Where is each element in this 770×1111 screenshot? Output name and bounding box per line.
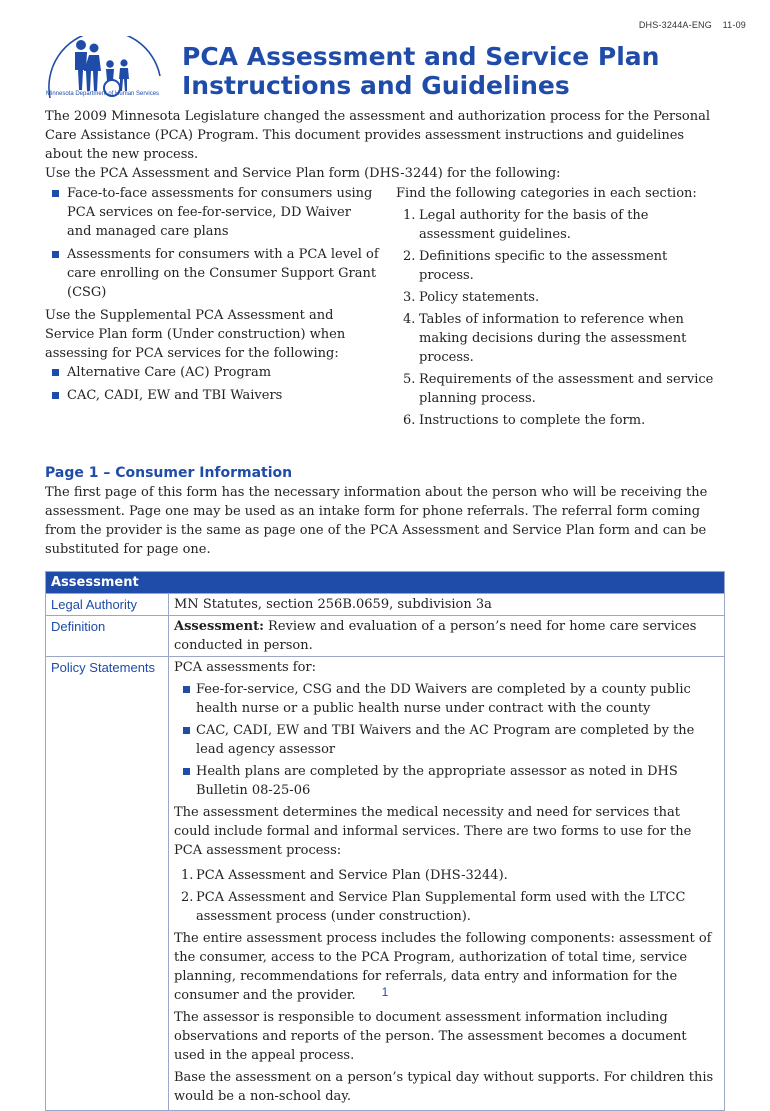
dhs-logo-wordmark: Minnesota Department of Human Services	[46, 91, 160, 97]
table-header-row	[46, 572, 725, 594]
table-row	[46, 594, 725, 616]
policy-intro: PCA assessments for:	[174, 660, 316, 675]
page-title	[182, 42, 722, 100]
policy-bullet-list	[174, 680, 719, 800]
list-item: 1. Legal authority for the basis of the assessment guidelines.	[403, 208, 649, 242]
title-line-2: Instructions and Guidelines	[182, 71, 570, 100]
legal-authority-value: MN Statutes, section 256B.0659, subdivision 3a	[169, 594, 725, 616]
main-content	[45, 107, 725, 1111]
list-item: 5. Requirements of the assessment and service planning process.	[403, 372, 714, 406]
title-line-1: PCA Assessment and Service Plan	[182, 42, 660, 71]
intro-paragraph: The 2009 Minnesota Legislature changed the assessment and authorization process for the Personal Care Assistance (PCA) Program. This document provides assessment instructions and guidelines about the new process.	[45, 109, 711, 162]
definition-label: Definition	[46, 616, 169, 657]
page-1-paragraph: The first page of this form has the necessary information about the person who will be receiving the assessment. Page one may be used as an intake form for phone referrals. The referral form coming from the provider is the same as page one of the PCA Assessment and Service Plan form and can be substituted for page one.	[45, 485, 708, 557]
intro-columns	[45, 184, 725, 433]
section-heading-page-1: Page 1 – Consumer Information	[45, 465, 293, 481]
list-item: Assessments for consumers with a PCA level of care enrolling on the Consumer Support Grant (CSG)	[45, 245, 379, 302]
form-number: DHS-3244A-ENG	[638, 20, 712, 30]
policy-paragraph: The entire assessment process includes the following components: assessment of the consumer, access to the PCA Program, authorization of total time, service planning, recommendations for referrals, data entry and information for the consumer and the provider.	[174, 931, 712, 1003]
list-item: Fee-for-service, CSG and the DD Waivers are completed by a county public health nurse or a public health nurse under contract with the county	[174, 680, 719, 718]
policy-statements-value	[169, 657, 725, 1111]
list-item: 4. Tables of information to reference when making decisions during the assessment process.	[403, 312, 687, 365]
list-item: Alternative Care (AC) Program	[45, 363, 379, 382]
table-row	[46, 616, 725, 657]
document-id	[639, 20, 746, 30]
supplemental-paragraph: Use the Supplemental PCA Assessment and Service Plan form (Under construction) when assessing for PCA services for the following:	[45, 308, 346, 361]
definition-text: Review and evaluation of a person’s need for home care services conducted in person.	[174, 619, 697, 653]
definition-term: Assessment:	[174, 619, 264, 634]
legal-authority-label: Legal Authority	[46, 594, 169, 616]
assessment-table	[45, 571, 725, 1111]
intro-left-column	[45, 184, 379, 433]
form-usage-list	[45, 184, 379, 302]
list-item: 6. Instructions to complete the form.	[403, 413, 646, 428]
intro-right-column	[396, 184, 725, 433]
list-item: 2. PCA Assessment and Service Plan Supplemental form used with the LTCC assessment process (under construction).	[181, 890, 686, 924]
list-item: Health plans are completed by the appropriate assessor as noted in DHS Bulletin 08-25-06	[174, 762, 719, 800]
table-row	[46, 657, 725, 1111]
policy-statements-label: Policy Statements	[46, 657, 169, 1111]
list-item: Face-to-face assessments for consumers using PCA services on fee-for-service, DD Waiver and managed care plans	[45, 184, 379, 241]
list-item: 1. PCA Assessment and Service Plan (DHS-3244).	[181, 868, 508, 883]
supplemental-list	[45, 363, 379, 405]
list-item: CAC, CADI, EW and TBI Waivers and the AC Program are completed by the lead agency assessor	[174, 721, 719, 759]
categories-heading: Find the following categories in each section:	[396, 186, 697, 201]
list-item: CAC, CADI, EW and TBI Waivers	[45, 386, 379, 405]
list-item: 2. Definitions specific to the assessment process.	[403, 249, 668, 283]
categories-list	[396, 206, 725, 430]
assessment-forms-list	[174, 866, 719, 926]
form-date: 11-09	[722, 20, 746, 30]
usage-paragraph: Use the PCA Assessment and Service Plan form (DHS-3244) for the following:	[45, 166, 561, 181]
policy-paragraph: The assessment determines the medical necessity and need for services that could include formal and informal services. There are two forms to use for the PCA assessment process:	[174, 805, 692, 858]
policy-paragraph: The assessor is responsible to document assessment information including observations and reports of the person. The assessment becomes a document used in the appeal process.	[174, 1010, 687, 1063]
page-number: 1	[381, 985, 389, 999]
list-item: 3. Policy statements.	[403, 290, 540, 305]
policy-paragraph: Base the assessment on a person’s typical day without supports. For children this would be a non-school day.	[174, 1070, 714, 1104]
table-header: Assessment	[46, 572, 725, 594]
definition-value	[169, 616, 725, 657]
